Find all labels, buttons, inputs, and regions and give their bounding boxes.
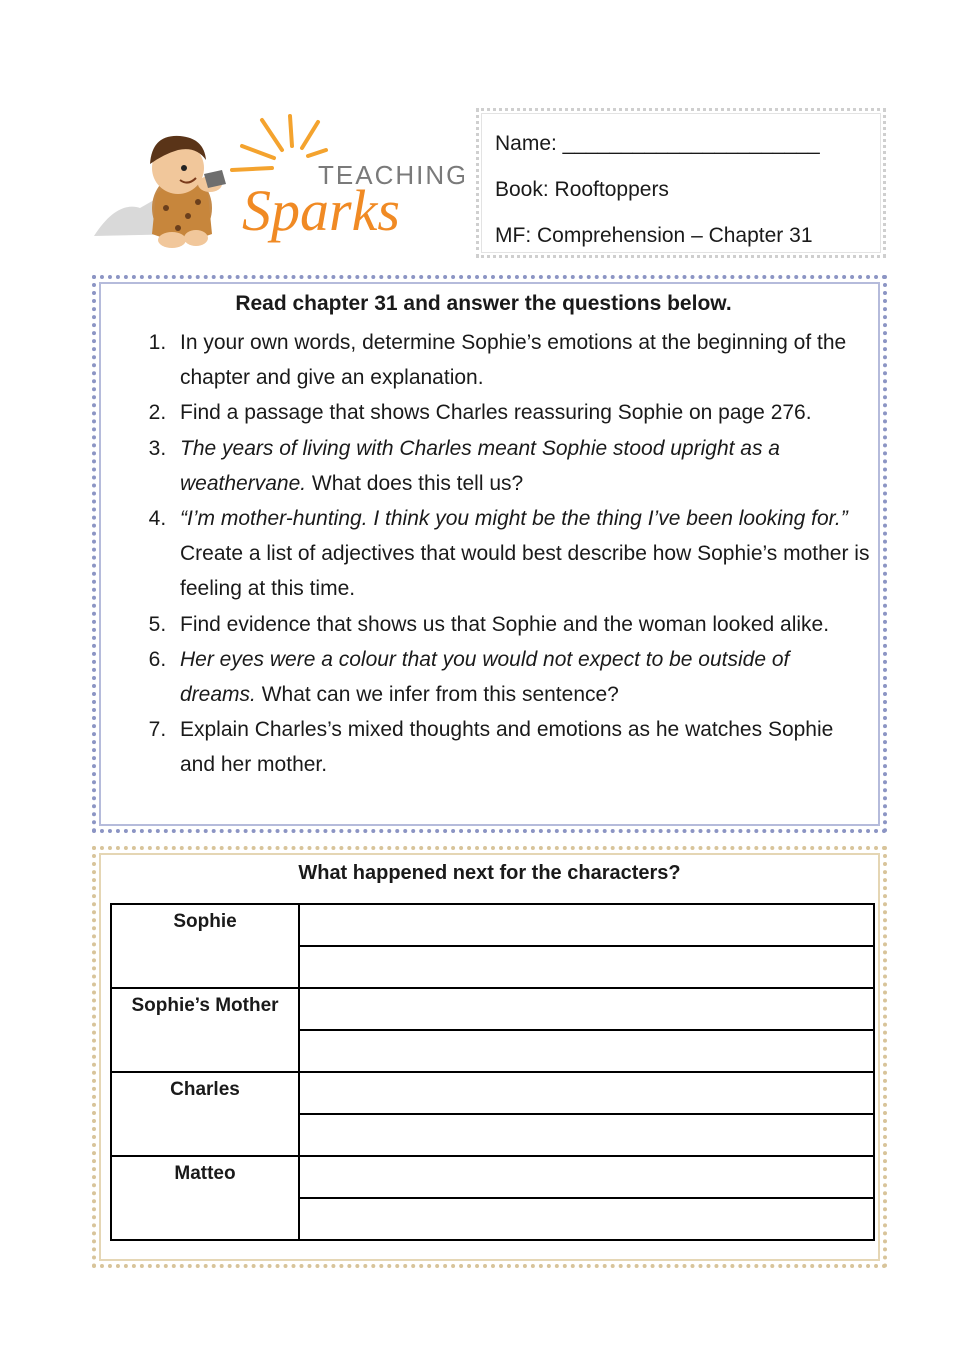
- answer-line[interactable]: [299, 988, 874, 1030]
- table-row: [111, 904, 874, 946]
- student-info-box: [476, 108, 886, 258]
- logo-text-sparks: Sparks: [242, 178, 400, 243]
- name-field[interactable]: Name: ______________________: [495, 132, 820, 155]
- questions-heading: Read chapter 31 and answer the questions below.: [235, 292, 732, 315]
- questions-panel: [92, 275, 887, 833]
- mf-chapter-label: MF: Comprehension – Chapter 31: [495, 224, 813, 247]
- answer-line[interactable]: [299, 1156, 874, 1198]
- question-item: 4. “I’m mother-hunting. I think you might be the thing I’ve been looking for.” Create a list of adjectives that would best describe how Sophie’s mother is feeling at this time.: [172, 501, 871, 607]
- questions-list: [96, 325, 871, 783]
- question-item: 2. Find a passage that shows Charles reassuring Sophie on page 276.: [172, 395, 871, 430]
- book-title: Book: Rooftoppers: [495, 178, 669, 201]
- answer-line[interactable]: [299, 1030, 874, 1072]
- question-item: 6. Her eyes were a colour that you would not expect to be outside of dreams. What can we infer from this sentence?: [172, 642, 871, 712]
- answer-line[interactable]: [299, 1072, 874, 1114]
- logo-text-teaching: TEACHING: [318, 160, 464, 190]
- question-item: 1. In your own words, determine Sophie’s emotions at the beginning of the chapter and give an explanation.: [172, 325, 871, 395]
- characters-heading: What happened next for the characters?: [298, 862, 681, 884]
- table-row: [111, 1072, 874, 1114]
- question-item: 5. Find evidence that shows us that Sophie and the woman looked alike.: [172, 607, 871, 642]
- character-name-sophies-mother: Sophie’s Mother: [111, 988, 299, 1072]
- table-row: [111, 988, 874, 1030]
- characters-panel: [92, 846, 887, 1268]
- character-name-matteo: Matteo: [111, 1156, 299, 1240]
- teaching-sparks-logo: [92, 112, 464, 252]
- characters-table: [110, 903, 875, 1241]
- answer-line[interactable]: [299, 1198, 874, 1240]
- table-row: [111, 1156, 874, 1198]
- answer-line[interactable]: [299, 1114, 874, 1156]
- answer-line[interactable]: [299, 946, 874, 988]
- character-name-charles: Charles: [111, 1072, 299, 1156]
- question-item: 3. The years of living with Charles meant Sophie stood upright as a weathervane. What does this tell us?: [172, 431, 871, 501]
- caveman-holding-flint-icon: [92, 112, 464, 252]
- answer-line[interactable]: [299, 904, 874, 946]
- character-name-sophie: Sophie: [111, 904, 299, 988]
- question-item: 7. Explain Charles’s mixed thoughts and emotions as he watches Sophie and her mother.: [172, 712, 871, 782]
